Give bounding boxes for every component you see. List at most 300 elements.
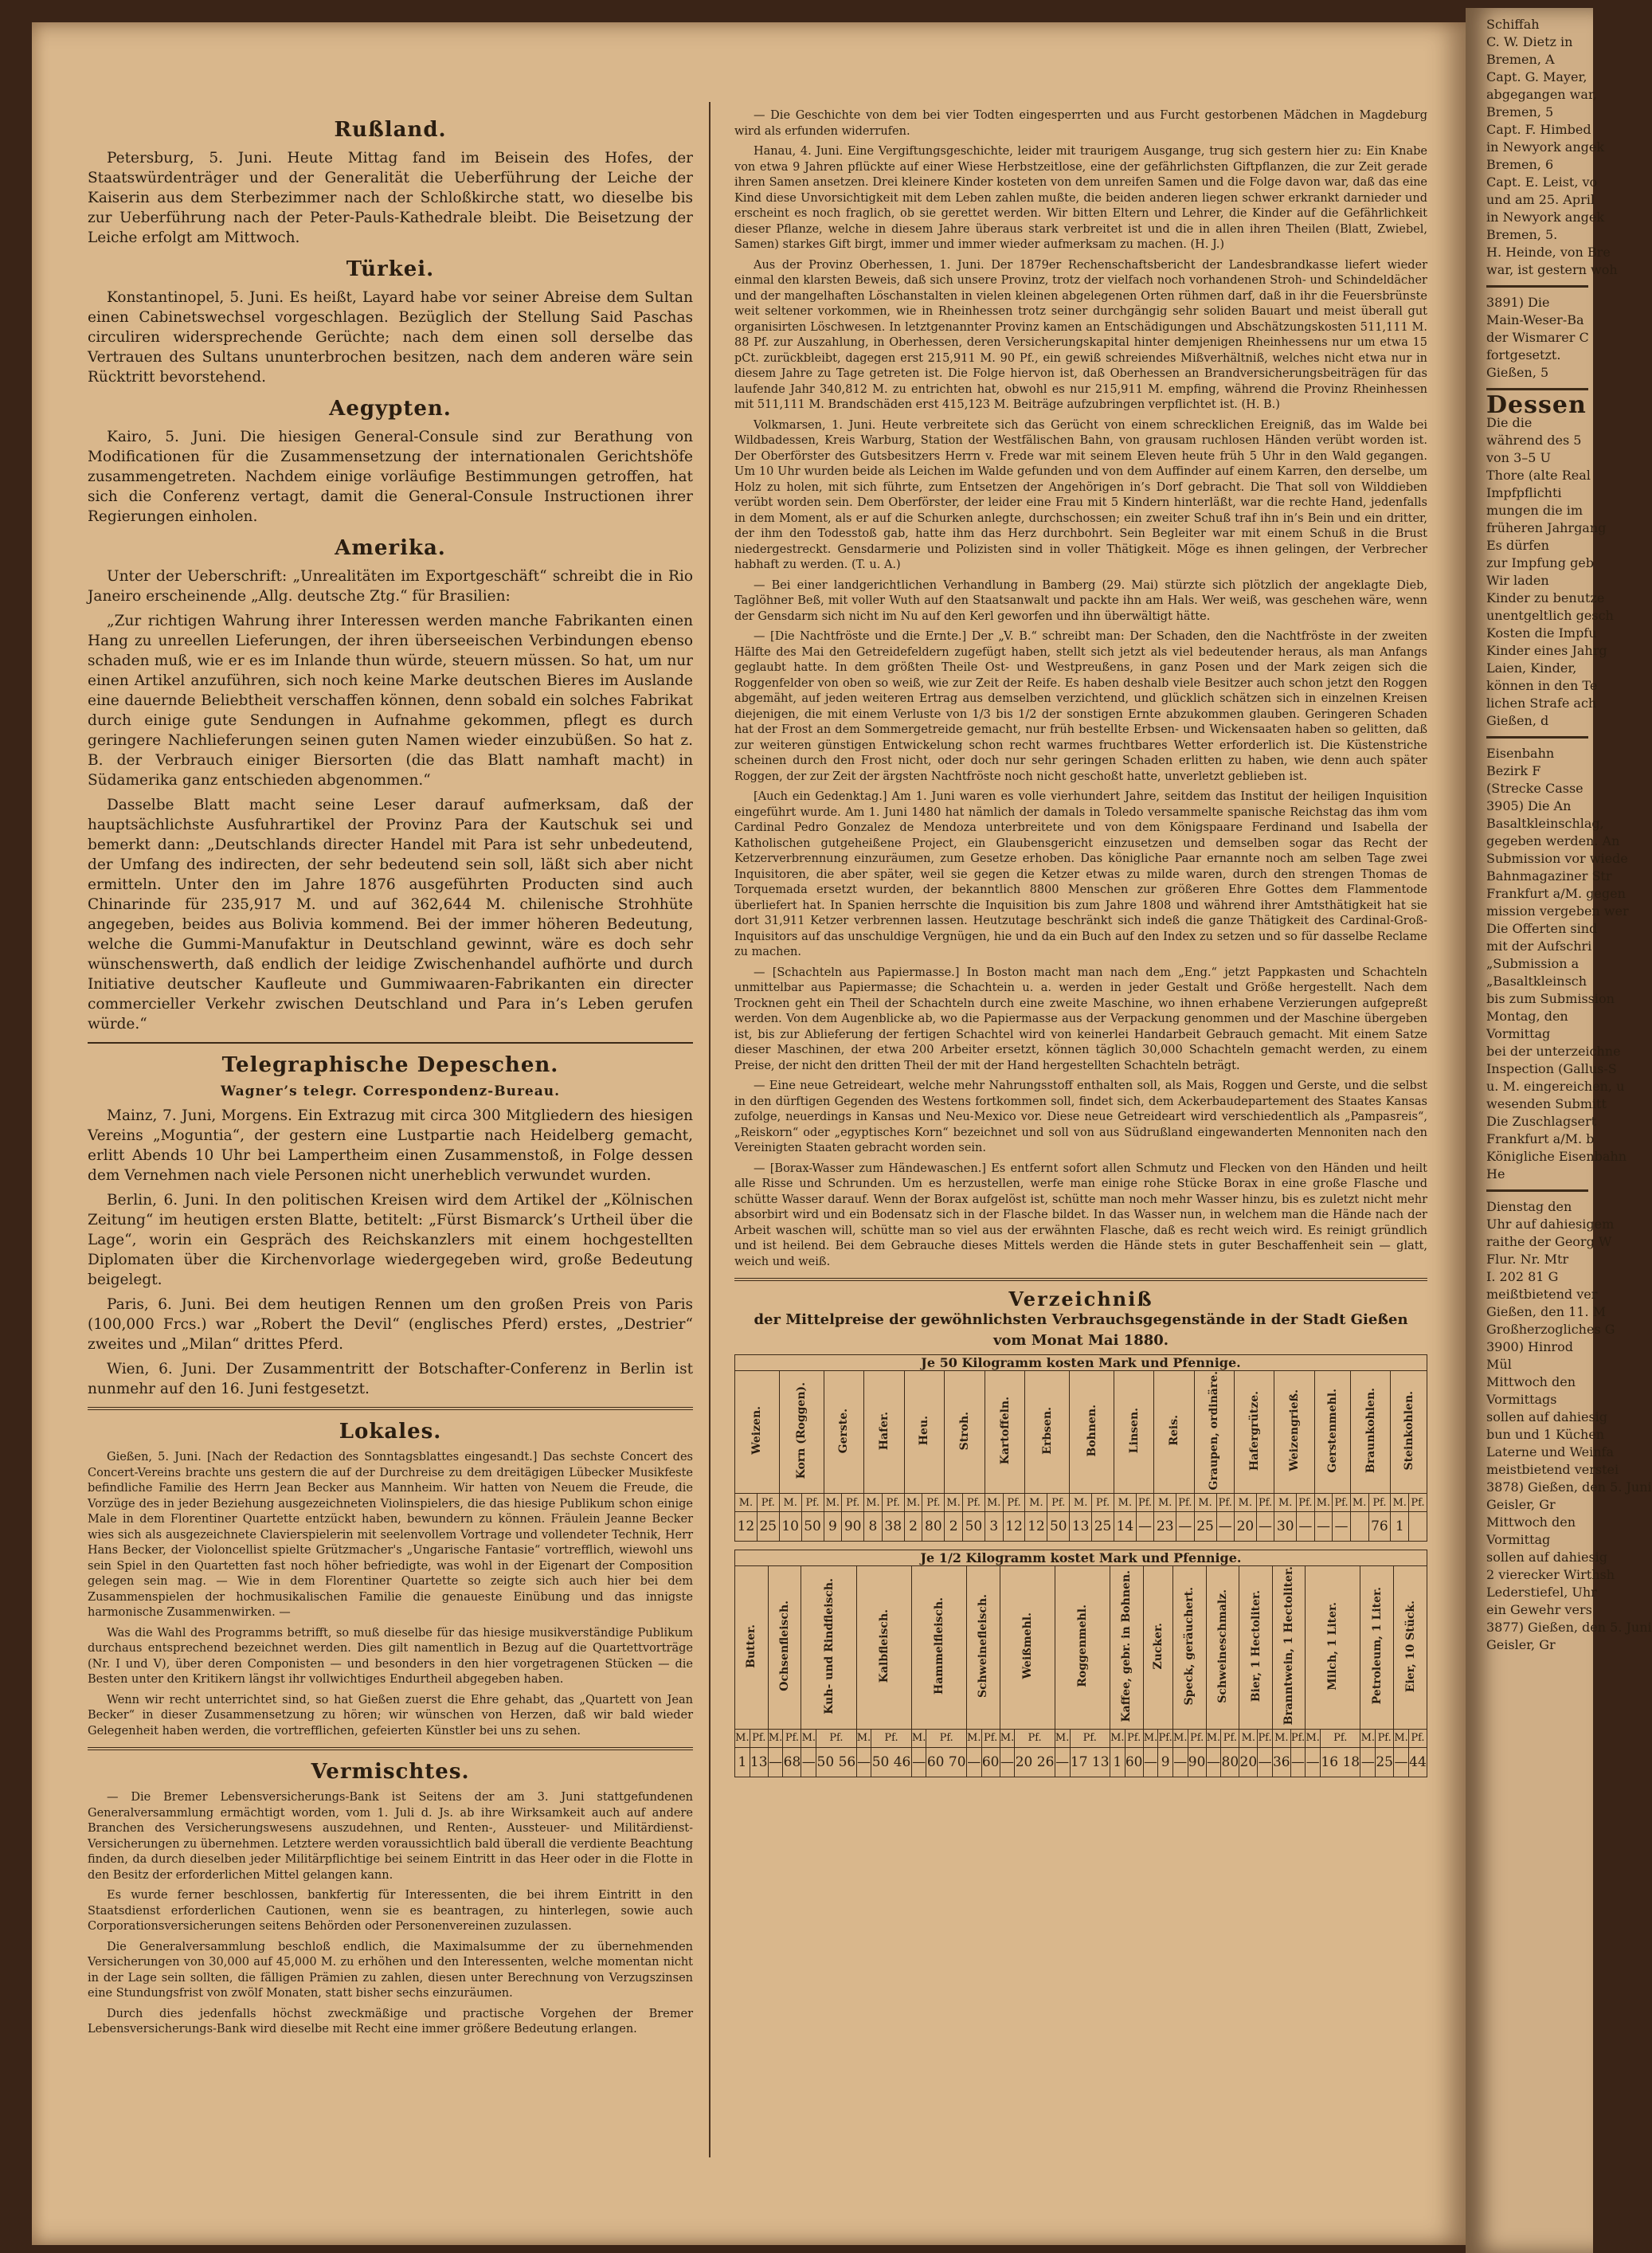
price-value: — <box>1290 1747 1306 1777</box>
currency-unit: Pf. <box>1368 1494 1391 1512</box>
currency-unit: Pf. <box>816 1729 856 1747</box>
adjacent-page-line: Kosten die Impfu <box>1486 625 1597 641</box>
adjacent-page-line: Vormittags <box>1486 1392 1557 1407</box>
currency-unit: M. <box>1070 1494 1092 1512</box>
price-value: — <box>1206 1747 1221 1777</box>
price-column-label: Kuh- und Rindfleisch. <box>822 1577 836 1714</box>
adjacent-page-line: wesenden Submitt <box>1486 1096 1607 1111</box>
price-value: — <box>1258 1747 1273 1777</box>
adjacent-page-line: Bahnmagaziner Str <box>1486 868 1612 884</box>
currency-unit: M. <box>985 1494 1003 1512</box>
adjacent-page-line: „Basaltkleinsch <box>1486 974 1587 989</box>
price-column-label: Hammelfleisch. <box>932 1597 945 1695</box>
adjacent-page-line: Thore (alte Real <box>1486 468 1591 483</box>
adjacent-page-line: Frankfurt a/M. b <box>1486 1131 1595 1146</box>
price-value: — <box>1333 1512 1350 1542</box>
price-column-label: Weizen. <box>750 1406 764 1456</box>
adjacent-page-line: Bremen, A <box>1486 52 1555 67</box>
currency-unit: M. <box>801 1729 816 1747</box>
currency-unit: M. <box>1306 1729 1321 1747</box>
left-column <box>88 108 693 2043</box>
price-value: 60 <box>1125 1747 1143 1777</box>
section-heading-russland: Rußland. <box>334 118 447 142</box>
currency-unit: Pf. <box>1092 1494 1114 1512</box>
price-value: 25 <box>757 1512 779 1542</box>
adjacent-page-line: „Submission a <box>1486 956 1580 971</box>
adjacent-page-line: Laterne und Weinfa <box>1486 1444 1614 1460</box>
price-column-label: Kartoffeln. <box>998 1397 1012 1465</box>
price-column-label: Heu. <box>918 1416 931 1446</box>
price-value: — <box>1314 1512 1333 1542</box>
price-value: 2 <box>904 1512 922 1542</box>
currency-unit: Pf. <box>1015 1729 1055 1747</box>
adjacent-page-line: u. M. eingereichen, u <box>1486 1079 1625 1094</box>
currency-unit: Pf. <box>1376 1729 1394 1747</box>
price-value: 10 <box>779 1512 801 1542</box>
price-value: 25 <box>1376 1747 1394 1777</box>
price-value <box>1350 1512 1368 1542</box>
adjacent-page-line: unentgeltlich gesch <box>1486 608 1614 623</box>
article-tuerkei: Konstantinopel, 5. Juni. Es heißt, Layard habe vor seiner Abreise dem Sultan einen Cabinetswechsel vorgeschlagen. Bezüglich der Stellung Said Paschas circuliren widersprechende Gerüchte; nach dem einen soll derselbe das Vertrauen des Sultans ununterbrochen besitzen, nach dem anderen wäre sein Rücktritt bevorstehend. <box>88 289 693 386</box>
price-value: 25 <box>1092 1512 1114 1542</box>
price-column-header <box>1360 1566 1394 1729</box>
currency-unit: Pf. <box>1321 1729 1360 1747</box>
adjacent-page-line: Die Zuschlagsert <box>1486 1114 1597 1129</box>
currency-unit: Pf. <box>1003 1494 1025 1512</box>
price-list-heading: Verzeichniß <box>1008 1287 1153 1311</box>
price-value: 1 <box>1391 1512 1409 1542</box>
adjacent-page-line: Gießen, 5 <box>1486 365 1549 380</box>
price-value: — <box>911 1747 926 1777</box>
price-value: 13 <box>750 1747 768 1777</box>
currency-unit: M. <box>1154 1494 1176 1512</box>
newspaper-page <box>32 22 1466 2245</box>
price-list-subtitle: der Mittelpreise der gewöhnlichsten Verbrauchsgegenstände in der Stadt Gießen <box>754 1311 1408 1328</box>
currency-unit: M. <box>1394 1729 1409 1747</box>
price-column-label: Reis. <box>1167 1415 1180 1447</box>
adjacent-page-line: Kinder zu benutze <box>1486 590 1605 605</box>
article-magdeburg: — Die Geschichte von dem bei vier Todten eingesperrten und aus Furcht gestorbenen Mädchen in Magdeburg wird als erfunden widerrufen. <box>734 109 1427 138</box>
divider <box>1486 285 1588 288</box>
adjacent-page-line: zur Impfung geb <box>1486 555 1595 570</box>
adjacent-page-line: lichen Strafe ach <box>1486 695 1597 711</box>
price-value: 12 <box>1025 1512 1047 1542</box>
adjacent-page-line: früheren Jahrgang <box>1486 520 1607 535</box>
article-lokales-1: Gießen, 5. Juni. [Nach der Redaction des Sonntagsblattes eingesandt.] Das sechste Concert des Concert-Vereins brachte uns gestern die auf der Durchreise zu dem dreitägigen Lübecker Musikfeste befindliche Familie des Herrn Jean Becker aus Mannheim. Wir hatten von Neuem die Freude, die Vorzüge des in jeder Beziehung ausgezeichneten Violinspielers, die das hiesige Publikum schon einige Male in dem Florentiner Quartette entzückt haben, bewundern zu können. Fräulein Jeanne Becker wies sich als ausgezeichnete Clavierspielerin mit seelenvollem Vortrage und vollendeter Technik, Herr Hans Becker, der Violoncellist spielte Grützmacher's „Ungarische Fantasie“ vortrefflich, wiewohl uns sein Spiel in den Quartetten fast noch höher befriedigte, was wohl in der Eigenart der Composition gelegen sein mag. — Wie in dem Florentiner Quartette so zeigte sich auch hier bei dem Zusammenspielen der hochmusikalischen Familie die genaueste Einübung und das innigste harmonische Zusammenwirken. — <box>88 1451 693 1619</box>
currency-unit: M. <box>945 1494 963 1512</box>
currency-unit: Pf. <box>926 1729 966 1747</box>
price-column-header <box>1239 1566 1272 1729</box>
adjacent-page-line: Lederstiefel, Uhr <box>1486 1585 1597 1600</box>
adjacent-page-line: von 3–5 U <box>1486 450 1551 465</box>
price-column-header <box>1025 1371 1070 1494</box>
section-heading-lokales: Lokales. <box>339 1420 442 1444</box>
dispatch-paris: Paris, 6. Juni. Bei dem heutigen Rennen um den großen Preis von Paris (100,000 Frcs.) war „Robert the Devil“ (englisches Pferd) erstes, „Destrier“ zweites und „Milan“ drittes Pferd. <box>88 1296 693 1353</box>
adjacent-page-line: Basaltkleinschlag, <box>1486 816 1604 831</box>
price-column-header <box>735 1566 769 1729</box>
price-column-label: Kalbfleisch. <box>877 1609 891 1683</box>
divider <box>88 1407 693 1410</box>
currency-unit: Pf. <box>1136 1494 1153 1512</box>
price-column-header <box>1194 1371 1234 1494</box>
currency-unit: M. <box>1172 1729 1188 1747</box>
price-column-label: Linsen. <box>1127 1408 1141 1454</box>
price-value: — <box>1172 1747 1188 1777</box>
price-column-header <box>1070 1371 1114 1494</box>
currency-unit: M. <box>735 1494 757 1512</box>
divider <box>88 1042 693 1044</box>
currency-unit: Pf. <box>750 1729 768 1747</box>
price-value: — <box>1297 1512 1314 1542</box>
price-column-label: Graupen, ordinäre. <box>1208 1371 1221 1491</box>
price-column-header <box>1110 1566 1143 1729</box>
section-heading-telegraph: Telegraphische Depeschen. <box>221 1053 559 1077</box>
price-column-header <box>945 1371 985 1494</box>
price-value: 50 46 <box>871 1747 911 1777</box>
price-value: 1 <box>735 1747 750 1777</box>
price-value: 90 <box>1188 1747 1206 1777</box>
price-value: 17 13 <box>1070 1747 1110 1777</box>
price-value: 14 <box>1114 1512 1136 1542</box>
article-amerika-2: „Zur richtigen Wahrung ihrer Interessen werden manche Fabrikanten einen Hang zu unreellen Lieferungen, der ihren überseeischen Verbindungen ebenso schaden muß, wie er es im Inlande thun würde, steuern müssen. So hat, um nur einen Artikel anzuführen, sich noch keine Marke deutschen Bieres im Auslande eine dauernde Beliebtheit verschaffen können, denn sobald ein solches Fabrikat durch einige gute Sendungen in Aufnahme gekommen, pflegt es durch geringere Nachlieferungen seinen guten Namen wieder einzubüßen. So hat z. B. der Verbrauch einiger Biersorten (die das Blatt namhaft macht) in Südamerika ganz entschieden abgenommen.“ <box>88 613 693 789</box>
price-value: 16 18 <box>1321 1747 1360 1777</box>
article-borax: — [Borax-Wasser zum Händewaschen.] Es entfernt sofort allen Schmutz und Flecken von den Händen und heilt alle Risse und Schrunden. Um es herzustellen, werfe man einige rohe Stücke Borax in eine große Flasche und schütte Wasser darauf. Wenn der Borax aufgelöst ist, schütte man noch mehr Wasser hinzu, bis es zuletzt nicht mehr absorbirt wird und ein Bodensatz sich in der Flasche bildet. In das Wasser nun, in welchem man die Hände nach der Arbeit waschen will, schütte man so viel aus der erwähnten Flasche, daß es recht weich wird. Es reinigt gründlich und ist heilend. Bei dem Gebrauche dieses Mittels werden die Hände stets in guter Beschaffenheit sein — glatt, weich und weiß. <box>734 1162 1427 1268</box>
adjacent-page-line: mission vergeben wer <box>1486 903 1629 919</box>
adjacent-page-line: 3878) Gießen, den 5. Juni <box>1486 1479 1652 1495</box>
price-column-header <box>1114 1371 1153 1494</box>
adjacent-page-line: Vormittag <box>1486 1532 1551 1547</box>
currency-unit: Pf. <box>1297 1494 1314 1512</box>
price-value: 50 <box>801 1512 824 1542</box>
price-column-header <box>1206 1566 1239 1729</box>
currency-unit: M. <box>1055 1729 1070 1747</box>
currency-unit: Pf. <box>783 1729 801 1747</box>
price-column-label: Ochsenfleisch. <box>778 1601 792 1691</box>
price-column-header <box>864 1371 905 1494</box>
price-value: — <box>1136 1512 1153 1542</box>
adjacent-page-line: bun und 1 Küchen <box>1486 1427 1605 1442</box>
price-column-header <box>911 1566 966 1729</box>
article-vermischtes-2: Es wurde ferner beschlossen, bankfertig für Interessenten, die bei ihrem Eintritt in den Staatsdienst erforderlichen Cautionen, wenn sie es beantragen, zu hinterlegen, sowie auch Corporationsversicherungen seitens Behörden oder Personenvereinen zuzulassen. <box>88 1889 693 1933</box>
adjacent-page-line: in Newyork angek <box>1486 210 1605 225</box>
currency-unit: M. <box>904 1494 922 1512</box>
currency-unit: Pf. <box>1290 1729 1306 1747</box>
adjacent-page-line: Großherzogliches G <box>1486 1322 1615 1337</box>
section-heading-vermischtes: Vermischtes. <box>311 1760 470 1784</box>
currency-unit: M. <box>1350 1494 1368 1512</box>
adjacent-page-line: Dienstag den <box>1486 1199 1572 1214</box>
price-column-header <box>1000 1566 1055 1729</box>
adjacent-page-line: Kinder eines Jahrg <box>1486 643 1607 658</box>
adjacent-page-line: Flur. Nr. Mtr <box>1486 1252 1569 1267</box>
article-getreideart: — Eine neue Getreideart, welche mehr Nahrungsstoff enthalten soll, als Mais, Roggen und Gerste, und die selbst in den dürftigen Gegenden des Westens fortkommen soll, findet sich, dem Ackerbaudepartement des Staates Kansas zufolge, neuerdings in Kansas und Neu-Mexico vor. Diese neue Getreideart wird verschiedentlich als „Pampasreis“, „Reiskorn“ oder „egyptisches Korn“ bezeichnet und soll von aus Südrußland eingewanderten Mennoniten nach den Vereinigten Staaten gebracht worden sein. <box>734 1079 1427 1154</box>
adjacent-page-line: gegeben werden. An <box>1486 833 1620 848</box>
price-column-label: Eier, 10 Stück. <box>1403 1600 1417 1692</box>
adjacent-page <box>1466 8 1652 2253</box>
price-value: — <box>1055 1747 1070 1777</box>
price-column-label: Korn (Roggen). <box>795 1382 808 1479</box>
adjacent-page-line: Mül <box>1486 1357 1512 1372</box>
article-aegypten: Kairo, 5. Juni. Die hiesigen General-Consule sind zur Berathung von Modificationen für die Zusammensetzung der internationalen Gerichtshöfe zusammengetreten. Nachdem einige vorläufige Bestimmungen getroffen, hat sich die Conferenz vertagt, damit die General-Consule Instructionen ihrer Regierungen einholen. <box>88 429 693 525</box>
adjacent-page-line: Bezirk F <box>1486 763 1541 778</box>
adjacent-page-line: Mittwoch den <box>1486 1514 1576 1530</box>
article-amerika-1: Unter der Ueberschrift: „Unrealitäten im Exportgeschäft“ schreibt die in Rio Janeiro erscheinende „Allg. deutsche Ztg.“ für Brasilien: <box>88 568 693 605</box>
currency-unit: M. <box>864 1494 883 1512</box>
price-value: 68 <box>783 1747 801 1777</box>
currency-unit: M. <box>911 1729 926 1747</box>
price-column-header <box>966 1566 1000 1729</box>
divider <box>1486 736 1588 739</box>
adjacent-page-line: der Wismarer C <box>1486 330 1589 345</box>
divider <box>1486 1189 1588 1192</box>
adjacent-page-line: Uhr auf dahiesigem <box>1486 1217 1615 1232</box>
adjacent-page-line: mit der Aufschri <box>1486 938 1592 954</box>
currency-unit: Pf. <box>842 1494 864 1512</box>
currency-unit: M. <box>1391 1494 1409 1512</box>
adjacent-page-line: ein Gewehr vers <box>1486 1602 1592 1617</box>
price-value: 1 <box>1110 1747 1125 1777</box>
adjacent-page-line: H. Heinde, von Bre <box>1486 245 1611 260</box>
price-column-label: Gerstenmehl. <box>1325 1388 1339 1473</box>
adjacent-page-line: können in den Te <box>1486 678 1598 693</box>
adjacent-page-line: Vormittag <box>1486 1026 1551 1041</box>
divider <box>1486 388 1588 390</box>
adjacent-page-line: Die Offerten sind <box>1486 921 1598 936</box>
currency-unit: Pf. <box>882 1494 904 1512</box>
currency-unit: M. <box>1272 1729 1290 1747</box>
price-column-label: Petroleum, 1 Liter. <box>1370 1587 1384 1705</box>
currency-unit: Pf. <box>1125 1729 1143 1747</box>
adjacent-page-line: bei der unterzeichne <box>1486 1044 1621 1059</box>
price-column-label: Stroh. <box>958 1411 972 1450</box>
price-column-label: Butter. <box>745 1624 758 1668</box>
adjacent-page-line: war, ist gestern woh <box>1486 262 1618 277</box>
adjacent-page-line: und am 25. April <box>1486 192 1595 207</box>
adjacent-page-line: abgegangen war, <box>1486 87 1597 102</box>
dispatch-wien: Wien, 6. Juni. Der Zusammentritt der Botschafter-Conferenz in Berlin ist nunmehr auf den 16. Juni festgesetzt. <box>88 1361 693 1397</box>
price-column-header <box>1350 1371 1391 1494</box>
price-column-header <box>1154 1371 1194 1494</box>
price-column-header <box>904 1371 945 1494</box>
price-column-header <box>801 1566 856 1729</box>
adjacent-page-line: Inspection (Gallus-S <box>1486 1061 1617 1076</box>
adjacent-page-line: Königliche Eisenbahn <box>1486 1149 1627 1164</box>
price-value: — <box>768 1747 783 1777</box>
price-column-header <box>735 1371 780 1494</box>
price-value: 60 70 <box>926 1747 966 1777</box>
article-vermischtes-4: Durch dies jedenfalls höchst zweckmäßige und practische Vorgehen der Bremer Lebensversicherungs-Bank wird dieselbe mit Recht eine immer größere Bedeutung erlangen. <box>88 2007 693 2036</box>
currency-unit: Pf. <box>1070 1729 1110 1747</box>
price-column-label: Milch, 1 Liter. <box>1326 1601 1340 1691</box>
price-value: 9 <box>824 1512 842 1542</box>
price-value: 8 <box>864 1512 883 1542</box>
adjacent-page-line: 2 vierecker Wirthsh <box>1486 1567 1615 1582</box>
price-value: 50 <box>1047 1512 1070 1542</box>
adjacent-page-line: 3905) Die An <box>1486 798 1572 813</box>
price-value: 2 <box>945 1512 963 1542</box>
price-column-label: Hafer. <box>877 1411 891 1450</box>
price-column-header <box>1234 1371 1274 1494</box>
price-value <box>1409 1512 1427 1542</box>
currency-unit: M. <box>1360 1729 1376 1747</box>
currency-unit: M. <box>1234 1494 1256 1512</box>
currency-unit: Pf. <box>1408 1729 1427 1747</box>
price-value: — <box>1394 1747 1409 1777</box>
price-column-label: Gerste. <box>837 1408 851 1453</box>
price-value: 50 56 <box>816 1747 856 1777</box>
price-value: 60 <box>981 1747 1000 1777</box>
currency-unit: M. <box>966 1729 981 1747</box>
adjacent-page-line: meistbietend verstei <box>1486 1462 1619 1477</box>
currency-unit: M. <box>1000 1729 1015 1747</box>
price-value: — <box>1143 1747 1158 1777</box>
currency-unit: Pf. <box>1409 1494 1427 1512</box>
price-value: 12 <box>1003 1512 1025 1542</box>
adjacent-page-line: Bremen, 6 <box>1486 157 1554 172</box>
article-hanau: Hanau, 4. Juni. Eine Vergiftungsgeschichte, leider mit traurigem Ausgange, trug sich gestern hier zu: Ein Knabe von etwa 9 Jahren pflückte auf einer Wiese Herbstzeitlose, eine der gefährlichsten Giftpflanzen, die zur Zeit gerade ihren Samen ansetzen. Drei kleinere Kinder kosteten von dem unreifen Samen und die Folge davon war, daß das eine Kind diese Unvorsichtigkeit mit dem Leben zahlen mußte, die beiden anderen liegen schwer erkrankt darnieder und erscheint es noch fraglich, ob sie gerettet werden. Wir bitten Eltern und Lehrer, die Kinder auf die Gefährlichkeit dieser Pflanze, welche in diesem Jahre überaus stark verbreitet ist und die in allen ihren Theilen (Blatt, Zwiebel, Samen) starkes Gift birgt, immer und immer wieder aufmerksam zu machen. (H. J.) <box>734 145 1427 251</box>
price-value: 76 <box>1368 1512 1391 1542</box>
section-heading-tuerkei: Türkei. <box>346 257 435 281</box>
price-column-header <box>985 1371 1025 1494</box>
price-table-half-kg <box>734 1550 1427 1777</box>
currency-unit: Pf. <box>1188 1729 1206 1747</box>
adjacent-page-line: I. 202 81 G <box>1486 1269 1559 1284</box>
currency-unit: M. <box>1110 1729 1125 1747</box>
article-schachteln: — [Schachteln aus Papiermasse.] In Boston macht man nach dem „Eng.“ jetzt Pappkasten und Schachteln unmittelbar aus Papiermasse; die Schachtein u. a. werden in jeder Gestalt und Größe hergestellt. Nach dem Trocknen geht ein Theil der Schachteln durch eine zweite Maschine, wo ihnen erhabene Verzierungen aufgepreßt werden. Von dem Augenblicke ab, wo die Papiermasse aus der Verpackung genommen und der Maschine übergeben ist, bis zur Ablieferung der fertigen Schachtel wird von keinerlei Handarbeit Gebrauch gemacht. Mit einem Satze dieser Maschinen, der etwa 200 Arbeiter ersetzt, können täglich 30,000 Schachteln gemacht werden, zu einem Preise, der nicht den dritten Theil der mit der Hand hergestellten Schachteln beträgt. <box>734 966 1427 1072</box>
price-column-header <box>1172 1566 1206 1729</box>
price-list-month: vom Monat Mai 1880. <box>992 1332 1169 1349</box>
price-column-label: Schweineschmalz. <box>1216 1589 1229 1703</box>
currency-unit: Pf. <box>757 1494 779 1512</box>
currency-unit: Pf. <box>922 1494 945 1512</box>
price-column-label: Braunkohlen. <box>1364 1388 1377 1474</box>
currency-unit: Pf. <box>1258 1729 1273 1747</box>
price-value: — <box>1360 1747 1376 1777</box>
article-vermischtes-1: — Die Bremer Lebensversicherungs-Bank ist Seitens der am 3. Juni stattgefundenen Generalversammlung ermächtigt worden, vom 1. Juli d. Js. ab ihre Wirksamkeit auch auf andere Branchen des Versicherungswesens auszudehnen, und Renten-, Aussteuer- und Militärdienst-Versicherungen zu übernehmen. Letztere werden voraussichtlich bald überall die verdiente Beachtung finden, da durch dieselben jeder Militärpflichtige bei seinem Eintritt in das Heer oder in die Flotte in den Besitz der erforderlichen Mittel gelangen kann. <box>88 1791 693 1882</box>
adjacent-page-line: Capt. F. Himbed <box>1486 122 1591 137</box>
adjacent-page-line: meißtbietend ver <box>1486 1287 1598 1302</box>
article-volkmarsen: Volkmarsen, 1. Juni. Heute verbreitete sich das Gerücht von einem schrecklichen Ereigniß, das im Walde bei Wildbadessen, Kreis Warburg, Station der Westfälischen Bahn, von grausam ruchlosen Händen verübt worden ist. Der Oberförster des Gutsbesitzers Herrn v. Frede war mit seinem Eleven heute früh 5 Uhr in den Wald gegangen. Um 10 Uhr wurden beide als Leichen im Walde gefunden und von dem Auffinder auf einem Karren, den derselbe, um Holz zu holen, mit sich führte, zum Entsetzen der Angehörigen in’s Dorf gebracht. Die That soll von Wilddieben verübt worden sein. Dem Oberförster, der leider eine Frau mit 5 Kindern hinterläßt, war die rechte Hand, jedenfalls in dem Moment, als er auf die Schurken anlegte, durchschossen; ein zweiter Schuß traf ihn in’s Bein und ein dritter, der ihm den Todesstoß gab, hatte ihm das Herz durchbohrt. Sein Begleiter war mit einem Schuß in die Brust niedergestreckt. Gensdarmerie und Polizisten sind in voller Thätigkeit. Möge es ihnen gelingen, der Verbrecher habhaft zu werden. (T. u. A.) <box>734 418 1427 571</box>
currency-unit: Pf. <box>1256 1494 1274 1512</box>
price-list-title <box>734 1289 1427 1351</box>
price-value: 36 <box>1272 1747 1290 1777</box>
currency-unit: Pf. <box>963 1494 985 1512</box>
dispatch-berlin: Berlin, 6. Juni. In den politischen Kreisen wird dem Artikel der „Kölnischen Zeitung“ im heutigen ersten Blatte, betitelt: „Fürst Bismarck’s Urtheil über die Lage“, worin ein Gespräch des Reichskanzlers mit einem hochgestellten Diplomaten über die Kirchenvorlage wiedergegeben wird, große Bedeutung beigelegt. <box>88 1192 693 1288</box>
price-column-header <box>1055 1566 1110 1729</box>
price-column-label: Schweinefleisch. <box>977 1594 990 1699</box>
price-value: 50 <box>963 1512 985 1542</box>
currency-unit: M. <box>1239 1729 1258 1747</box>
price-column-label: Branntwein, 1 Hectoliter. <box>1282 1566 1296 1726</box>
telegraph-subheading: Wagner’s telegr. Correspondenz-Bureau. <box>220 1083 561 1099</box>
price-column-header <box>1394 1566 1427 1729</box>
price-column-label: Weißmehl. <box>1020 1612 1034 1679</box>
price-column-header <box>1391 1371 1427 1494</box>
price-value: 23 <box>1154 1512 1176 1542</box>
adjacent-page-line: Capt. E. Leist, vo <box>1486 174 1598 190</box>
currency-unit: M. <box>1206 1729 1221 1747</box>
currency-unit: M. <box>1143 1729 1158 1747</box>
currency-unit: M. <box>1194 1494 1216 1512</box>
adjacent-page-line: Main-Weser-Ba <box>1486 312 1584 327</box>
currency-unit: Pf. <box>801 1494 824 1512</box>
article-bamberg: — Bei einer landgerichtlichen Verhandlung in Bamberg (29. Mai) stürzte sich plötzlich der angeklagte Dieb, Taglöhner Beß, mit voller Wuth auf den Staatsanwalt und packte ihn am Hals. Wer weiß, was geschehen wäre, wenn der Gensdarm sich nicht im Nu auf den Kerl geworfen und ihn überwältigt hätte. <box>734 578 1427 623</box>
adjacent-page-line: Eisenbahn <box>1486 746 1555 761</box>
currency-unit: Pf. <box>1221 1729 1239 1747</box>
price-column-label: Zucker. <box>1151 1622 1165 1670</box>
adjacent-page-line: Frankfurt a/M. gegen <box>1486 886 1626 901</box>
adjacent-page-line: raithe der Georg W <box>1486 1234 1612 1249</box>
adjacent-page-line: sollen auf dahiesig <box>1486 1550 1608 1565</box>
adjacent-page-line: Geisler, Gr <box>1486 1497 1556 1512</box>
adjacent-page-line: sollen auf dahiesig <box>1486 1409 1608 1424</box>
price-value: 90 <box>842 1512 864 1542</box>
price-column-header <box>779 1371 824 1494</box>
price-column-header <box>1272 1566 1305 1729</box>
adjacent-page-line: in Newyork angek <box>1486 139 1605 155</box>
price-table-unit-label: Je 1/2 Kilogramm kostet Mark und Pfennige. <box>735 1550 1427 1566</box>
price-column-header <box>768 1566 801 1729</box>
adjacent-page-line: Wir laden <box>1486 573 1549 588</box>
article-amerika-3: Dasselbe Blatt macht seine Leser darauf aufmerksam, daß der hauptsächlichste Ausfuhrartikel der Provinz Para der Kautschuk sei und bemerkt dann: „Deutschlands directer Handel mit Para ist sehr unbedeutend, der Umfang des indirecten, der sehr bedeutend sein soll, läßt sich aber nicht ermitteln. Unter den im Jahre 1876 ausgeführten Producten sind auch Chinarinde für 235,917 M. und auf 362,644 M. chilenische Strohhüte angegeben, beides aus Bolivia kommend. Bei der immer höheren Bedeutung, welche die Gummi-Manufaktur in Deutschland gewinnt, wäre es doch sehr wünschenswerth, daß endlich der leidige Zwischenhandel aufhörte und durch Initiative deutscher Kaufleute und Gummiwaaren-Fabrikanten ein directer commercieller Verkehr zwischen Deutschland und Para in’s Leben gerufen würde.“ <box>88 797 693 1032</box>
adjacent-page-text <box>1466 8 1652 1654</box>
price-value: 3 <box>985 1512 1003 1542</box>
price-value: — <box>1306 1747 1321 1777</box>
adjacent-page-line: Gießen, d <box>1486 713 1549 728</box>
currency-unit: M. <box>824 1494 842 1512</box>
price-value: 38 <box>882 1512 904 1542</box>
price-value: 44 <box>1408 1747 1427 1777</box>
price-value: — <box>966 1747 981 1777</box>
currency-unit: Pf. <box>1158 1729 1173 1747</box>
currency-unit: Pf. <box>871 1729 911 1747</box>
price-value: — <box>856 1747 871 1777</box>
adjacent-page-line: Schiffah <box>1486 17 1540 32</box>
price-column-header <box>1314 1371 1350 1494</box>
price-column-header <box>1274 1371 1314 1494</box>
adjacent-page-line: C. W. Dietz in <box>1486 34 1573 49</box>
section-heading-amerika: Amerika. <box>335 536 446 560</box>
article-gedenktag: [Auch ein Gedenktag.] Am 1. Juni waren es volle vierhundert Jahre, seitdem das Institut der heiligen Inquisition eingeführt wurde. Am 1. Juni 1480 hat nämlich der damals in Toledo versammelte spanische Reichstag das ihm vom Cardinal Pedro Gonzalez de Mendoza unterbreitete und von dem Königspaare Ferdinand und Isabella der Katholischen gutgeheißene Project, ein Glaubensgericht einzusetzen und demselben sogar das Recht der Ketzerverbrennung einzuräumen, zum Gesetze erhoben. Das königliche Paar ernannte noch am selben Tage zwei Inquisitoren, die aber später, weil sie gegen die Ketzer etwas zu milde waren, durch den strengen Thomas de Torquemada ersetzt wurden, der bekanntlich 8800 Menschen zur größeren Ehre Gottes dem Flammentode überliefert hat. In Spanien herrschte die Inquisition bis zum Jahre 1808 und während ihrer Amtsthätigkeit hat sie dort 31,911 Ketzer verbrennen lassen. Heutzutage beschränkt sich indeß die ganze Thätigkeit des Cardinal-Groß-Inquisitors auf das unschuldige Vergnügen, hie und da ein Buch auf den Index zu setzen und so für dasselbe Reclame zu machen. <box>734 790 1427 958</box>
price-column-label: Roggenmehl. <box>1075 1605 1089 1687</box>
price-value: — <box>801 1747 816 1777</box>
price-value: 20 26 <box>1015 1747 1055 1777</box>
right-column <box>734 108 1427 1785</box>
adjacent-page-line: Montag, den <box>1486 1009 1568 1024</box>
currency-unit: M. <box>768 1729 783 1747</box>
currency-unit: Pf. <box>1047 1494 1070 1512</box>
price-value: — <box>1000 1747 1015 1777</box>
adjacent-page-line: während des 5 <box>1486 433 1582 448</box>
price-column-label: Hafergrütze. <box>1247 1390 1261 1471</box>
currency-unit: Pf. <box>981 1729 1000 1747</box>
currency-unit: Pf. <box>1176 1494 1194 1512</box>
price-column-label: Erbsen. <box>1040 1406 1054 1455</box>
adjacent-page-line: Submission vor wiede <box>1486 851 1628 866</box>
section-heading-aegypten: Aegypten. <box>329 397 452 421</box>
currency-unit: M. <box>779 1494 801 1512</box>
currency-unit: M. <box>1025 1494 1047 1512</box>
currency-unit: M. <box>1314 1494 1333 1512</box>
adjacent-page-line: mungen die im <box>1486 503 1583 518</box>
adjacent-page-line: Bremen, 5 <box>1486 104 1554 120</box>
price-value: 12 <box>735 1512 757 1542</box>
currency-unit: M. <box>735 1729 750 1747</box>
price-value: — <box>1256 1512 1274 1542</box>
divider <box>734 1278 1427 1281</box>
price-column-label: Weizengrieß. <box>1287 1389 1301 1472</box>
price-column-header <box>1143 1566 1172 1729</box>
